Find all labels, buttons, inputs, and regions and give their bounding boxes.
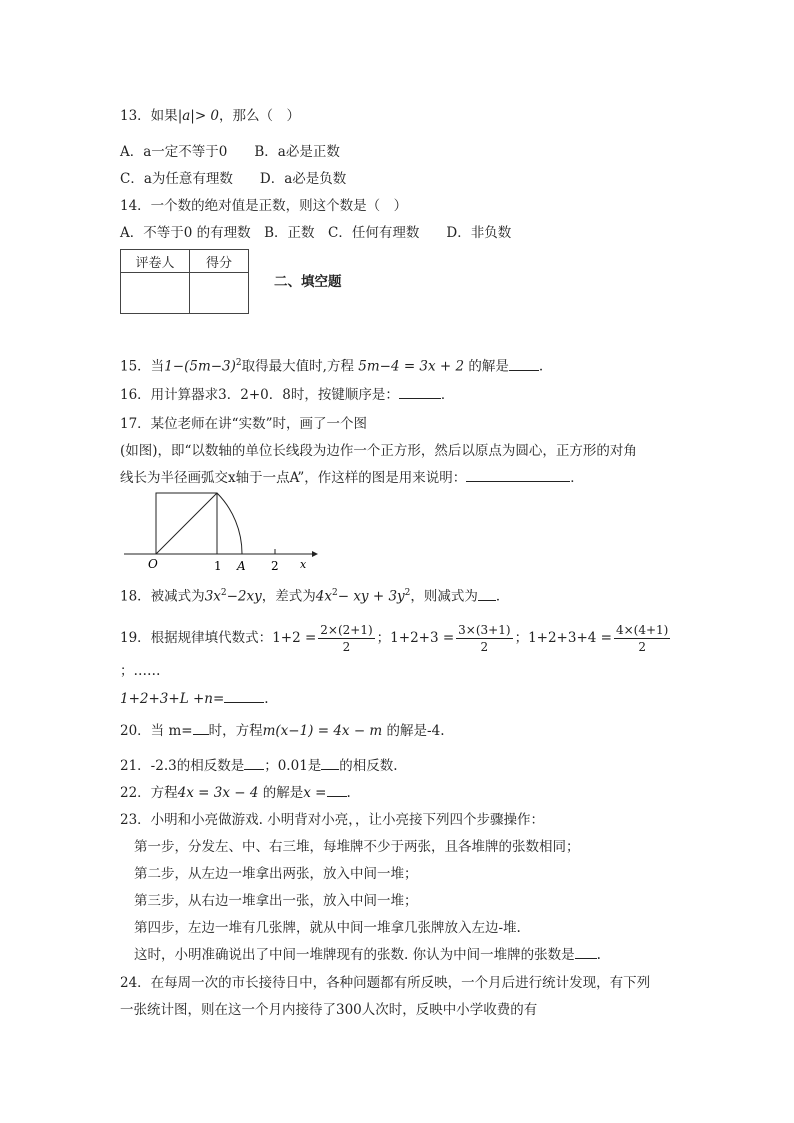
q21-prefix: 21．-2.3的相反数是	[120, 758, 245, 774]
q19-separator-1: ；	[376, 630, 391, 646]
q19-fraction-1	[318, 622, 374, 655]
q18-prefix: 18．被减式为	[120, 588, 205, 605]
label-a: A	[237, 559, 246, 573]
q16-end: ．	[440, 387, 455, 403]
q23-step-2: 第二步，从左边一堆拿出两张，放入中间一堆；	[134, 866, 418, 882]
q20-prefix: 20．当 m=	[120, 723, 193, 739]
q15-end: .	[538, 358, 544, 375]
question-17-line-2: (如图)，即“以数轴的单位长线段为边作一个正方形，然后以原点为圆心，正方形的对角	[120, 443, 637, 459]
q15-exponent: 2	[235, 358, 242, 368]
question-14: 14．一个数的绝对值是正数，则这个数是（ ）	[120, 198, 408, 214]
q13-stem-prefix: 13．如果	[120, 108, 178, 124]
question-16	[120, 386, 454, 404]
q19-separator-2: ；	[514, 630, 529, 646]
label-two: 2	[271, 559, 279, 573]
q20-middle: 时，方程	[208, 723, 263, 739]
q19-frac1-denominator: 2	[342, 640, 351, 654]
q19-prefix: 19．根据规律填代数式：	[120, 630, 273, 646]
q15-middle: 取得最大值时,方程	[241, 358, 354, 375]
question-22	[120, 784, 351, 802]
q19-fraction-3	[614, 622, 670, 655]
q19-answer-blank[interactable]	[224, 690, 264, 703]
q23-text: 这时，小明准确说出了中间一堆牌现有的张数. 你认为中间一堆牌的张数是	[134, 947, 575, 963]
q19-frac3-denominator: 2	[638, 640, 646, 654]
q22-middle: 的解是	[262, 785, 304, 801]
q13-abs-expression: |a|> 0	[177, 108, 220, 124]
q21-suffix: 的相反数.	[339, 758, 398, 774]
q18-middle: ，差式为	[261, 588, 316, 605]
q23-step-1: 第一步，分发左、中、右三堆，每堆牌不少于两张，且各堆牌的张数相同；	[134, 839, 580, 855]
q15-suffix: 的解是	[468, 358, 509, 375]
q19-sum-n: 1+2+3+L +n=	[120, 691, 225, 707]
q15-expression: 1−(5m−3)	[164, 358, 236, 375]
q18-difference-term: 4x	[315, 588, 332, 605]
q23-step-4: 第四步，左边一堆有几张牌，就从中间一堆拿几张牌放入左边-堆.	[134, 920, 521, 936]
q22-prefix: 22．方程	[120, 785, 178, 801]
q21-answer-blank-2[interactable]	[321, 757, 339, 770]
q16-answer-blank[interactable]	[399, 386, 441, 399]
q18-minuend-term: 3x	[204, 588, 221, 605]
q21-middle: ；0.01是	[264, 758, 322, 774]
radius-arc	[217, 493, 242, 554]
q17-answer-blank[interactable]	[466, 469, 570, 482]
q13-options-ab: A．a一定不等于0 B．a必是正数	[120, 144, 340, 160]
label-origin: O	[148, 557, 158, 571]
q18-suffix: ，则减式为	[410, 588, 478, 605]
q19-sum-1: 1+2 =	[272, 630, 317, 646]
q21-answer-blank-1[interactable]	[244, 757, 264, 770]
score-table-score-header: 得分	[190, 250, 249, 273]
q20-suffix: 的解是-4.	[386, 723, 445, 739]
q18-difference-rest: − xy + 3y	[337, 588, 405, 605]
q19-end: .	[264, 691, 269, 707]
score-table-grader-header: 评卷人	[121, 250, 190, 273]
label-one: 1	[214, 559, 222, 573]
q23-step-3: 第三步，从右边一堆拿出一张，放入中间一堆；	[134, 893, 418, 909]
q15-answer-blank[interactable]	[509, 358, 539, 371]
q17-end: ．	[570, 470, 584, 486]
q22-equation: 4x = 3x − 4	[177, 785, 259, 801]
score-table-score-cell	[190, 273, 249, 314]
q19-frac2-numerator: 3×(3+1)	[458, 623, 511, 637]
q23-answer-blank[interactable]	[575, 946, 597, 959]
q19-frac1-numerator: 2×(2+1)	[320, 623, 373, 637]
q20-answer-blank[interactable]	[193, 722, 209, 735]
question-23: 23．小明和小亮做游戏. 小明背对小亮，，让小亮接下列四个步骤操作：	[120, 812, 545, 828]
q18-minuend-rest: −2xy	[226, 588, 262, 605]
q19-sum-2: 1+2+3 =	[390, 630, 455, 646]
q15-prefix: 15．当	[120, 358, 165, 375]
question-17-line-3	[120, 469, 584, 487]
question-21	[120, 757, 398, 775]
q15-equation: 5m−4 = 3x + 2	[358, 358, 465, 375]
q13-stem-suffix: ，那么（ ）	[219, 108, 301, 124]
q20-equation: m(x−1) = 4x − m	[262, 723, 383, 739]
q17-text: 线长为半径画弧交x轴于一点A”，作这样的图是用来说明：	[120, 470, 467, 486]
q18-answer-blank[interactable]	[478, 588, 496, 601]
q18-end: ．	[495, 588, 510, 605]
q23-final-line	[134, 946, 601, 964]
square-diagonal	[156, 493, 217, 554]
section-title: 二、填空题	[274, 274, 342, 290]
q19-frac3-numerator: 4×(4+1)	[615, 623, 669, 637]
score-table	[120, 249, 249, 314]
question-13	[120, 107, 300, 125]
q23-end: .	[596, 947, 601, 963]
q19-sum-3: 1+2+3+4 =	[528, 630, 612, 646]
axis-arrow	[312, 551, 318, 557]
q19-ellipsis: ；……	[120, 663, 161, 679]
q19-fraction-2	[456, 622, 512, 655]
q19-frac2-denominator: 2	[480, 640, 489, 654]
q14-options: A．不等于0 的有理数 B．正数 C．任何有理数 D．非负数	[120, 225, 512, 241]
q22-variable: x =	[303, 785, 327, 801]
number-line-figure	[120, 490, 320, 574]
question-20	[120, 722, 445, 740]
score-table-grader-cell	[121, 273, 190, 314]
q13-options-cd: C．a为任意有理数 D．a必是负数	[120, 171, 347, 187]
question-18: 18．被减式为$3x^2-2xy$，差式为$4x^2-$ xy + $3y^2$，则减式为 ．	[120, 588, 510, 605]
q16-text: 16．用计算器求3．2+0．8时，按键顺序是：	[120, 387, 399, 403]
label-x-axis: x	[300, 558, 307, 571]
question-24-line-2: 一张统计图，则在这一个月内接待了300人次时，反映中小学收费的有	[120, 1002, 538, 1018]
question-17-line-1: 17．某位老师在讲“实数”时，画了一个图	[120, 416, 367, 432]
question-24-line-1: 24．在每周一次的市长接待日中，各种问题都有所反映，一个月后进行统计发现，有下列	[120, 975, 651, 991]
question-19	[120, 620, 672, 656]
q22-end: .	[346, 785, 351, 801]
q22-answer-blank[interactable]	[327, 784, 347, 797]
question-15	[120, 354, 543, 376]
q19-general-term	[120, 690, 269, 708]
